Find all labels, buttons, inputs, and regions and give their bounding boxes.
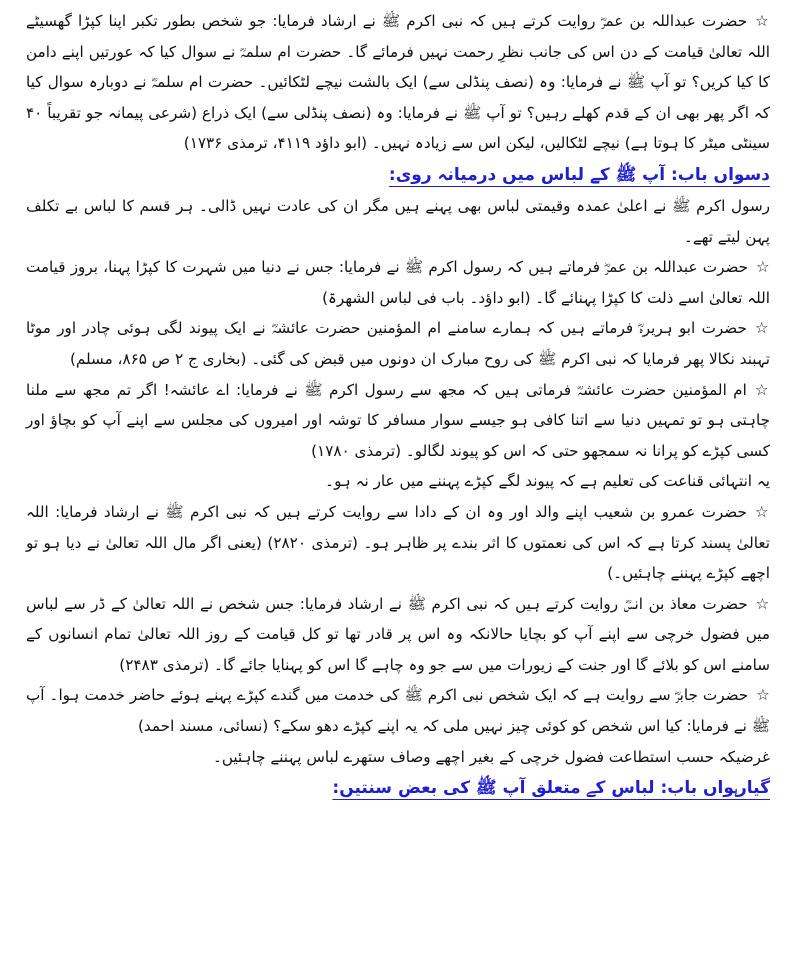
star-icon: ☆ — [754, 380, 770, 399]
paragraph-text: ام المؤمنین حضرت عائشہؓ فرماتی ہیں کہ مجھ سے رسول اکرم ﷺ نے فرمایا: اے عائشہ! اگر تم مجھ سے ملنا چاہتی ہو تو تمہیں دنیا سے اتنا کافی ہو جیسے سوار مسافر کا توشہ اور امیروں کی مجلس سے اپنے آپ کو بچاؤ اور کسی کپڑے کو پرانا نہ سمجھو حتی کہ اس کو پیوند لگالو۔ (ترمذی ۱۷۸۰) — [26, 380, 770, 460]
body-paragraph: رسول اکرم ﷺ نے اعلیٰ عمدہ وقیمتی لباس بھی پہنے ہیں مگر ان کی عادت نہیں ڈالی۔ ہر قسم کا لباس بے تکلف پہن لیتے تھے۔ — [26, 196, 770, 246]
star-icon: ☆ — [754, 502, 771, 521]
chapter-heading: گیارہواں باب: لباس کے متعلق آپ ﷺ کی بعض سنتیں: — [332, 778, 770, 799]
paragraph-text: حضرت عبداللہ بن عمرؓ روایت کرتے ہیں کہ نبی اکرم ﷺ نے ارشاد فرمایا: جو شخص بطور تکبر اپنا کپڑا گھسیٹے اللہ تعالیٰ قیامت کے دن اس کی جانب نظرِ رحمت نہیں فرمائے گا۔ حضرت ام سلمہؓ نے سوال کیا کہ عورتیں اپنے دامن کا کیا کریں؟ تو آپ ﷺ نے فرمایا: وہ (نصف پنڈلی سے) ایک بالشت نیچے لٹکائیں۔ حضرت ام سلمہؓ نے دوبارہ سوال کیا کہ اگر پھر بھی ان کے قدم کھلے رہیں؟ تو آپ ﷺ نے فرمایا: وہ (نصف پنڈلی سے) ایک ذراع (شرعی پیمانہ جو تقریباً ۴۰ سینٹی میٹر کا ہوتا ہے) نیچے لٹکالیں، لیکن اس سے زیادہ نہیں۔ (ابو داؤد ۴۱۱۹، ترمذی ۱۷۳۶) — [26, 12, 770, 153]
paragraph-text: حضرت عمرو بن شعیب اپنے والد اور وہ ان کے دادا سے روایت کرتے ہیں کہ نبی اکرم ﷺ نے ارشاد فرمایا: اللہ تعالیٰ پسند کرتا ہے کہ اس کی نعمتوں کا اثر بندے پر ظاہر ہو۔ (ترمذی ۲۸۲۰) (یعنی اگر مال اللہ تعالیٰ نے دیا ہو تو اچھے کپڑے پہننے چاہئیں۔) — [26, 502, 770, 583]
hadith-paragraph — [26, 680, 770, 741]
star-icon: ☆ — [756, 686, 770, 705]
star-icon: ☆ — [756, 258, 770, 277]
star-icon: ☆ — [755, 12, 770, 30]
paragraph-text: حضرت معاذ بن انسؓ روایت کرتے ہیں کہ نبی اکرم ﷺ نے ارشاد فرمایا: جس شخص نے اللہ تعالیٰ کے ڈر سے لباس میں فضول خرچی سے اپنے آپ کو بچایا حالانکہ وہ اس پر قادر تھا تو کل قیامت کے روز اللہ تعالیٰ تمام انسانوں کے سامنے اس کو بلائے گا اور جنت کے زیورات میں سے جو وہ چاہے گا اس کو پہنایا جائے گا۔ (ترمذی ۲۴۸۳) — [26, 594, 770, 674]
hadith-paragraph — [26, 313, 770, 374]
hadith-paragraph — [26, 497, 770, 589]
hadith-paragraph — [26, 252, 770, 313]
chapter-heading: دسواں باب: آپ ﷺ کے لباس میں درمیانہ روی: — [388, 164, 770, 185]
paragraph-text: حضرت عبداللہ بن عمرؓ فرماتے ہیں کہ رسول اکرم ﷺ نے فرمایا: جس نے دنیا میں شہرت کا کپڑا پہنا، بروز قیامت اللہ تعالیٰ اسے ذلت کا کپڑا پہنائے گا۔ (ابو داؤد۔ باب فی لباس الشھرۃ) — [26, 258, 770, 307]
body-paragraph: غرضیکہ حسب استطاعت فضول خرچی کے بغیر اچھے وصاف ستھرے لباس پہننے چاہئیں۔ — [212, 747, 770, 766]
star-icon: ☆ — [755, 594, 770, 613]
hadith-paragraph — [26, 589, 770, 681]
star-icon: ☆ — [754, 319, 770, 338]
paragraph-text: حضرت جابرؓ سے روایت ہے کہ ایک شخص نبی اکرم ﷺ کی خدمت میں گندے کپڑے پہنے ہوئے حاضر خدمت ہوا۔ آپ ﷺ نے فرمایا: کیا اس شخص کو کوئی چیز نہیں ملی کہ یہ اپنے کپڑے دھو سکے؟ (نسائی، مسند احمد) — [26, 686, 770, 736]
body-paragraph: یہ انتہائی قناعت کی تعلیم ہے کہ پیوند لگے کپڑے پہننے میں عار نہ ہو۔ — [325, 472, 770, 491]
hadith-paragraph — [26, 6, 770, 159]
hadith-paragraph — [26, 375, 770, 467]
paragraph-text: حضرت ابو ہریرہؓ فرماتے ہیں کہ ہمارے سامنے ام المؤمنین حضرت عائشہؓ نے ایک پیوند لگی ہوئی چادر اور موٹا تہبند نکالا پھر فرمایا کہ نبی اکرم ﷺ کی روح مبارک ان دونوں میں قبض کی گئی۔ (بخاری ج ۲ ص ۸۶۵، مسلم) — [26, 319, 770, 368]
